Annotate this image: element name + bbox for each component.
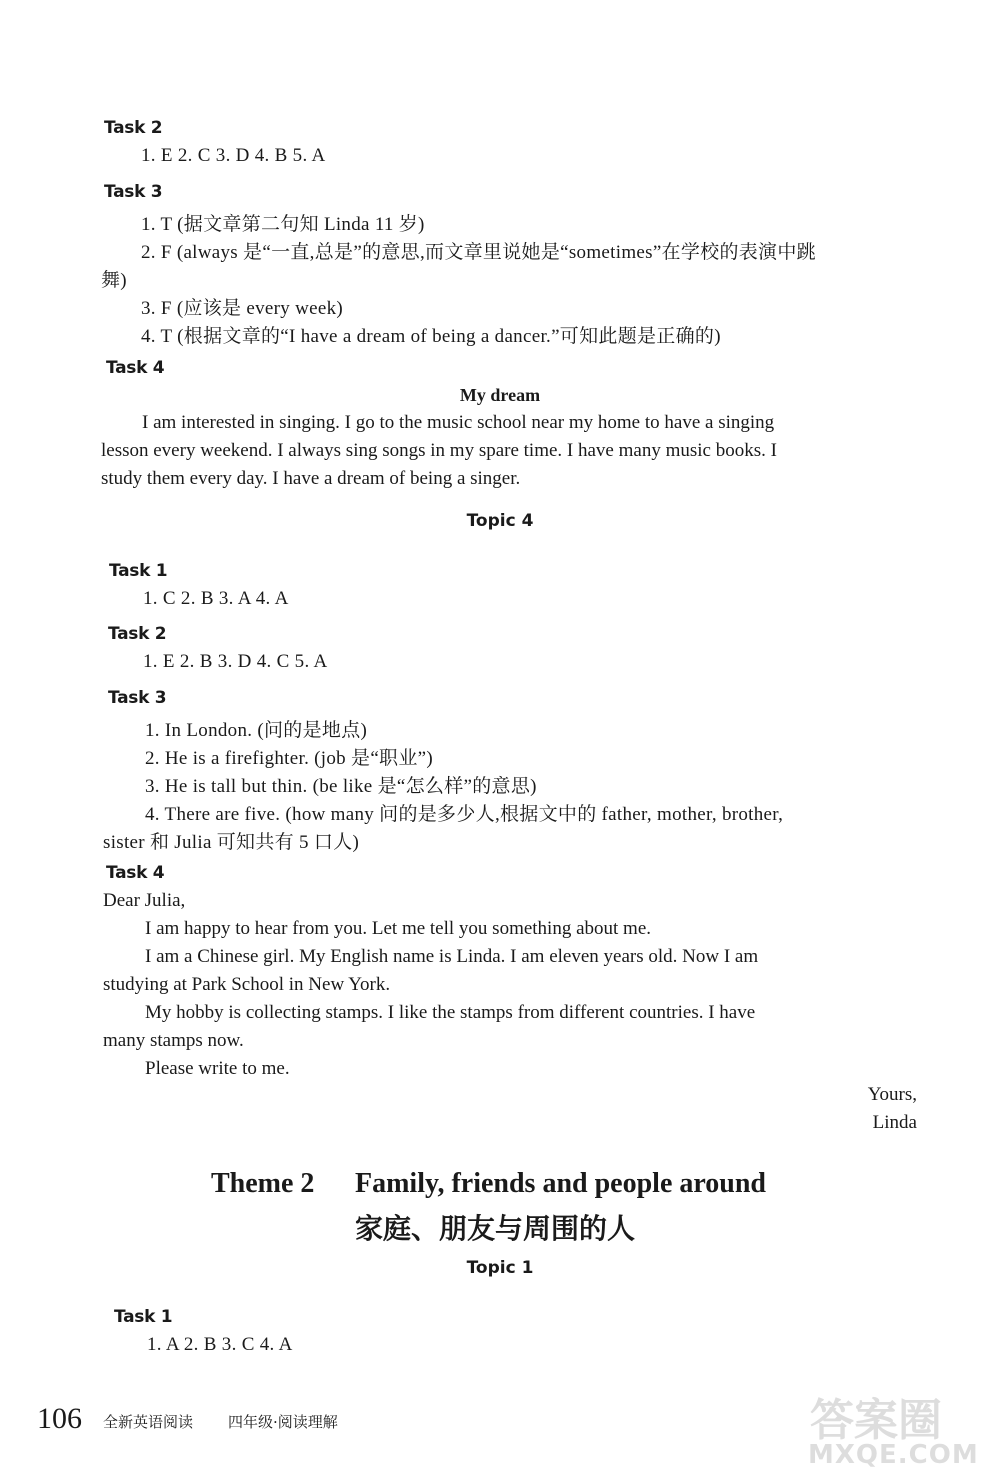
grade-label: 四年级·阅读理解 — [228, 1413, 338, 1431]
watermark-logo: 答案圈 — [810, 1395, 942, 1446]
topic4-task4-heading: Task 4 — [106, 863, 165, 883]
topic4-task2-heading: Task 2 — [108, 624, 167, 644]
topic4-task1-answers: 1. C 2. B 3. A 4. A — [143, 588, 289, 609]
topic4-task3-item-4-cont: sister 和 Julia 可知共有 5 口人) — [103, 832, 360, 853]
essay-line-3: study them every day. I have a dream of being a singer. — [101, 468, 521, 489]
letter-signature: Linda — [872, 1112, 917, 1133]
letter-line-5: many stamps now. — [103, 1030, 244, 1051]
topic4-heading: Topic 4 — [466, 511, 534, 531]
theme-title-en: Family, friends and people around — [355, 1168, 767, 1199]
letter-closing: Yours, — [867, 1084, 917, 1105]
topic4-task3-item-3: 3. He is tall but thin. (be like 是“怎么样”的意思) — [145, 776, 537, 797]
task4-heading: Task 4 — [106, 358, 165, 378]
task3-item-4: 4. T (根据文章的“I have a dream of being a dancer.”可知此题是正确的) — [141, 326, 721, 347]
task3-item-1: 1. T (据文章第二句知 Linda 11 岁) — [141, 214, 425, 235]
letter-line-1: I am happy to hear from you. Let me tell you something about me. — [145, 918, 652, 939]
theme2-task1-answers: 1. A 2. B 3. C 4. A — [147, 1334, 293, 1355]
topic4-task3-heading: Task 3 — [108, 688, 167, 708]
task2-heading: Task 2 — [104, 118, 163, 138]
task2-answers: 1. E 2. C 3. D 4. B 5. A — [141, 145, 326, 166]
essay-title: My dream — [459, 385, 541, 405]
watermark-url: MXQE.COM — [808, 1440, 979, 1470]
task3-heading: Task 3 — [104, 182, 163, 202]
letter-line-4: My hobby is collecting stamps. I like the stamps from different countries. I have — [145, 1002, 756, 1023]
theme2-task1-heading: Task 1 — [114, 1307, 173, 1327]
theme2-topic1-heading: Topic 1 — [466, 1258, 534, 1278]
task3-item-2-cont: 舞) — [101, 270, 127, 291]
book-title: 全新英语阅读 — [103, 1413, 194, 1431]
letter-line-6: Please write to me. — [145, 1058, 290, 1079]
topic4-task3-item-2: 2. He is a firefighter. (job 是“职业”) — [145, 748, 434, 769]
theme-label: Theme 2 — [211, 1168, 315, 1199]
task3-item-2: 2. F (always 是“一直,总是”的意思,而文章里说她是“sometimes”在学校的表演中跳 — [141, 242, 816, 263]
theme-title-zh: 家庭、朋友与周围的人 — [355, 1214, 636, 1245]
topic4-task3-item-1: 1. In London. (问的是地点) — [145, 720, 368, 741]
letter-salutation: Dear Julia, — [103, 890, 186, 911]
topic4-task1-heading: Task 1 — [109, 561, 168, 581]
essay-line-1: I am interested in singing. I go to the music school near my home to have a singing — [142, 412, 775, 433]
topic4-task3-item-4: 4. There are five. (how many 问的是多少人,根据文中的 father, mother, brother, — [145, 804, 784, 825]
page-number: 106 — [37, 1402, 82, 1435]
letter-line-2: I am a Chinese girl. My English name is Linda. I am eleven years old. Now I am — [145, 946, 759, 967]
topic4-task2-answers: 1. E 2. B 3. D 4. C 5. A — [143, 651, 328, 672]
letter-line-3: studying at Park School in New York. — [103, 974, 391, 995]
task3-item-3: 3. F (应该是 every week) — [141, 298, 344, 319]
essay-line-2: lesson every weekend. I always sing songs in my spare time. I have many music books. I — [101, 440, 777, 461]
